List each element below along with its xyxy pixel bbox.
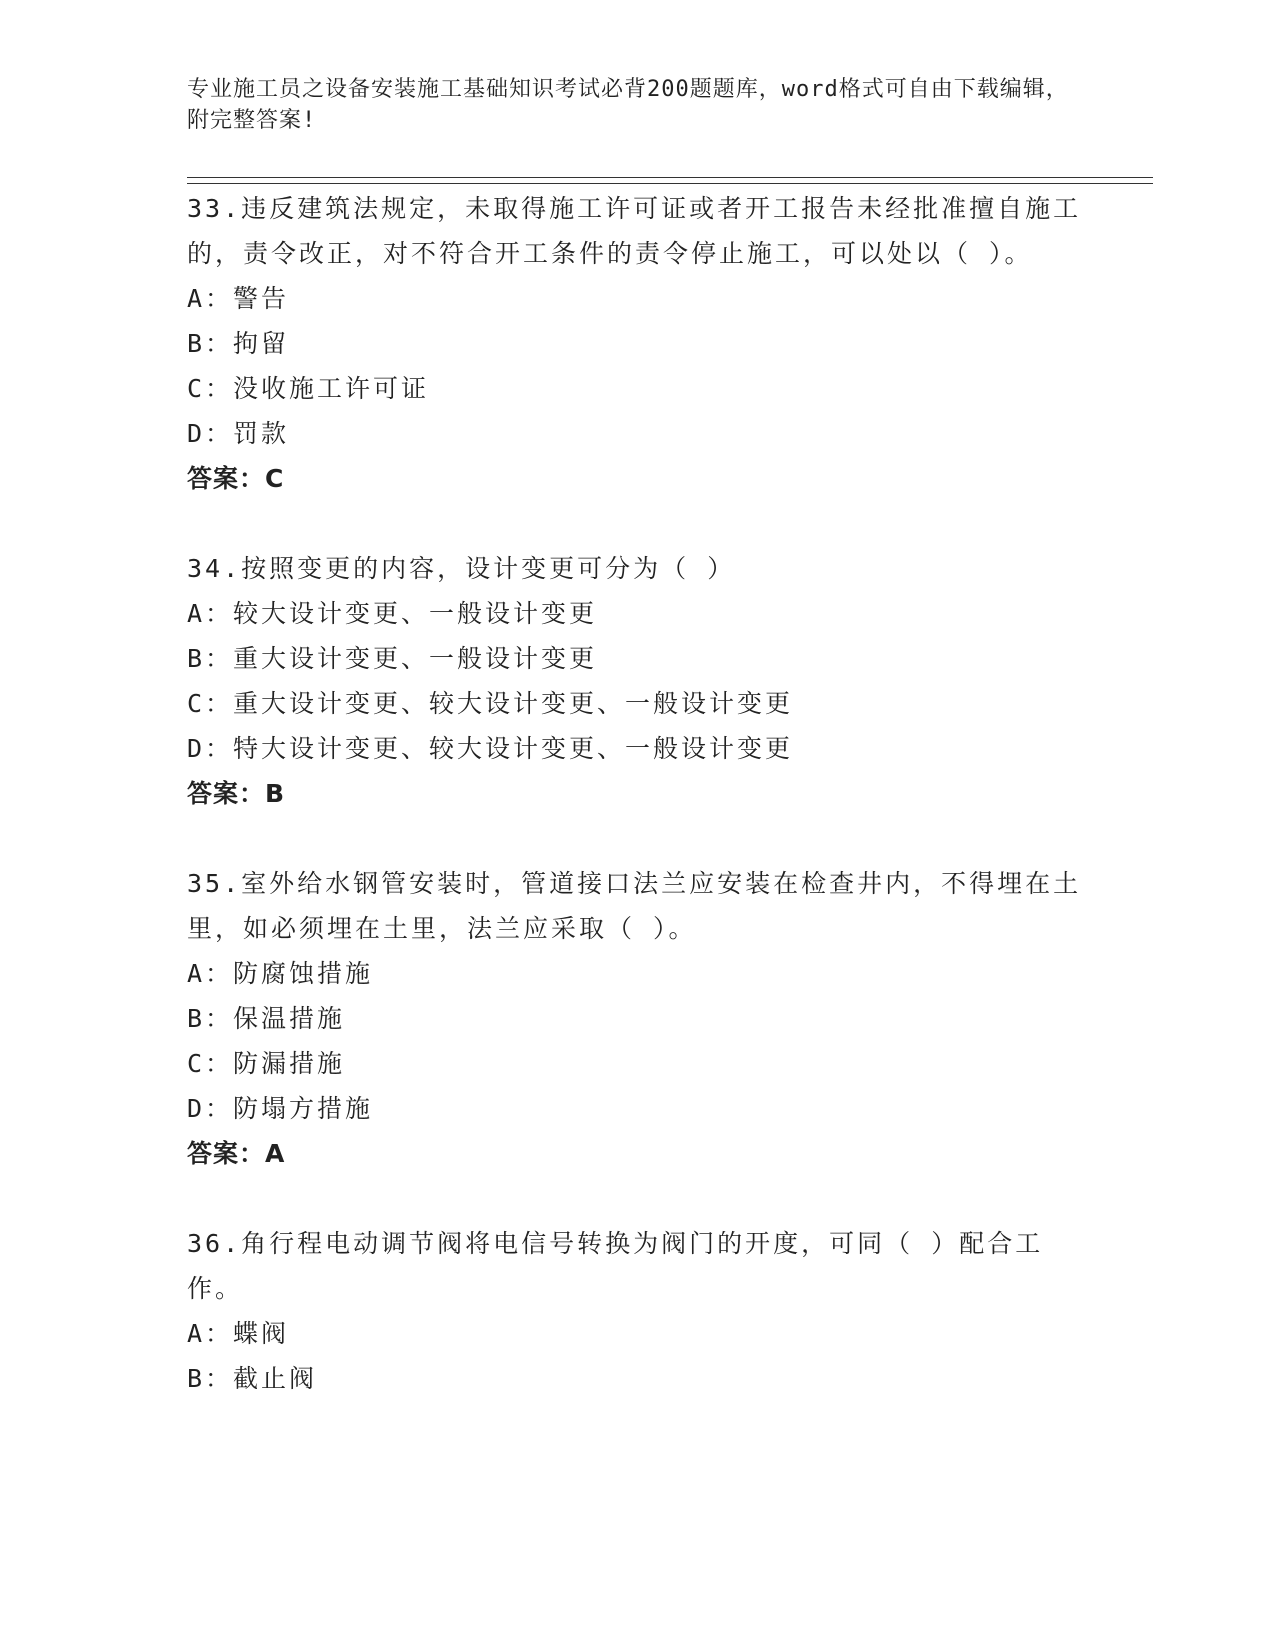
option-a: A：蝶阀 — [187, 1319, 290, 1348]
option-d: D：罚款 — [187, 419, 290, 448]
answer: 答案：B — [187, 779, 286, 808]
option-d: D：特大设计变更、较大设计变更、一般设计变更 — [187, 734, 794, 763]
question-36 — [187, 1221, 1087, 1401]
question-stem: 33.违反建筑法规定，未取得施工许可证或者开工报告未经批准擅自施工的，责令改正，对不符合开工条件的责令停止施工，可以处以（ ）。 — [187, 194, 1082, 268]
question-33 — [187, 186, 1087, 501]
option-b: B：保温措施 — [187, 1004, 346, 1033]
question-list — [187, 186, 1087, 1446]
question-34 — [187, 546, 1087, 816]
header-divider-bottom — [187, 183, 1153, 184]
option-b: B：拘留 — [187, 329, 290, 358]
question-35 — [187, 861, 1087, 1176]
answer: 答案：A — [187, 1139, 286, 1168]
option-d: D：防塌方措施 — [187, 1094, 374, 1123]
option-a: A：警告 — [187, 284, 290, 313]
option-c: C：没收施工许可证 — [187, 374, 430, 403]
option-b: B：截止阀 — [187, 1364, 318, 1393]
question-stem: 34.按照变更的内容，设计变更可分为（ ） — [187, 554, 736, 583]
document-header: 专业施工员之设备安装施工基础知识考试必背200题题库，word格式可自由下载编辑，附完整答案! — [187, 77, 1069, 133]
option-a: A：防腐蚀措施 — [187, 959, 374, 988]
option-c: C：重大设计变更、较大设计变更、一般设计变更 — [187, 689, 794, 718]
answer: 答案：C — [187, 464, 285, 493]
question-stem: 35.室外给水钢管安装时，管道接口法兰应安装在检查井内，不得埋在土里，如必须埋在土里，法兰应采取（ ）。 — [187, 869, 1082, 943]
option-a: A：较大设计变更、一般设计变更 — [187, 599, 598, 628]
option-c: C：防漏措施 — [187, 1049, 346, 1078]
header-divider-top — [187, 177, 1153, 178]
question-stem: 36.角行程电动调节阀将电信号转换为阀门的开度，可同（ ）配合工作。 — [187, 1229, 1044, 1303]
option-b: B：重大设计变更、一般设计变更 — [187, 644, 598, 673]
